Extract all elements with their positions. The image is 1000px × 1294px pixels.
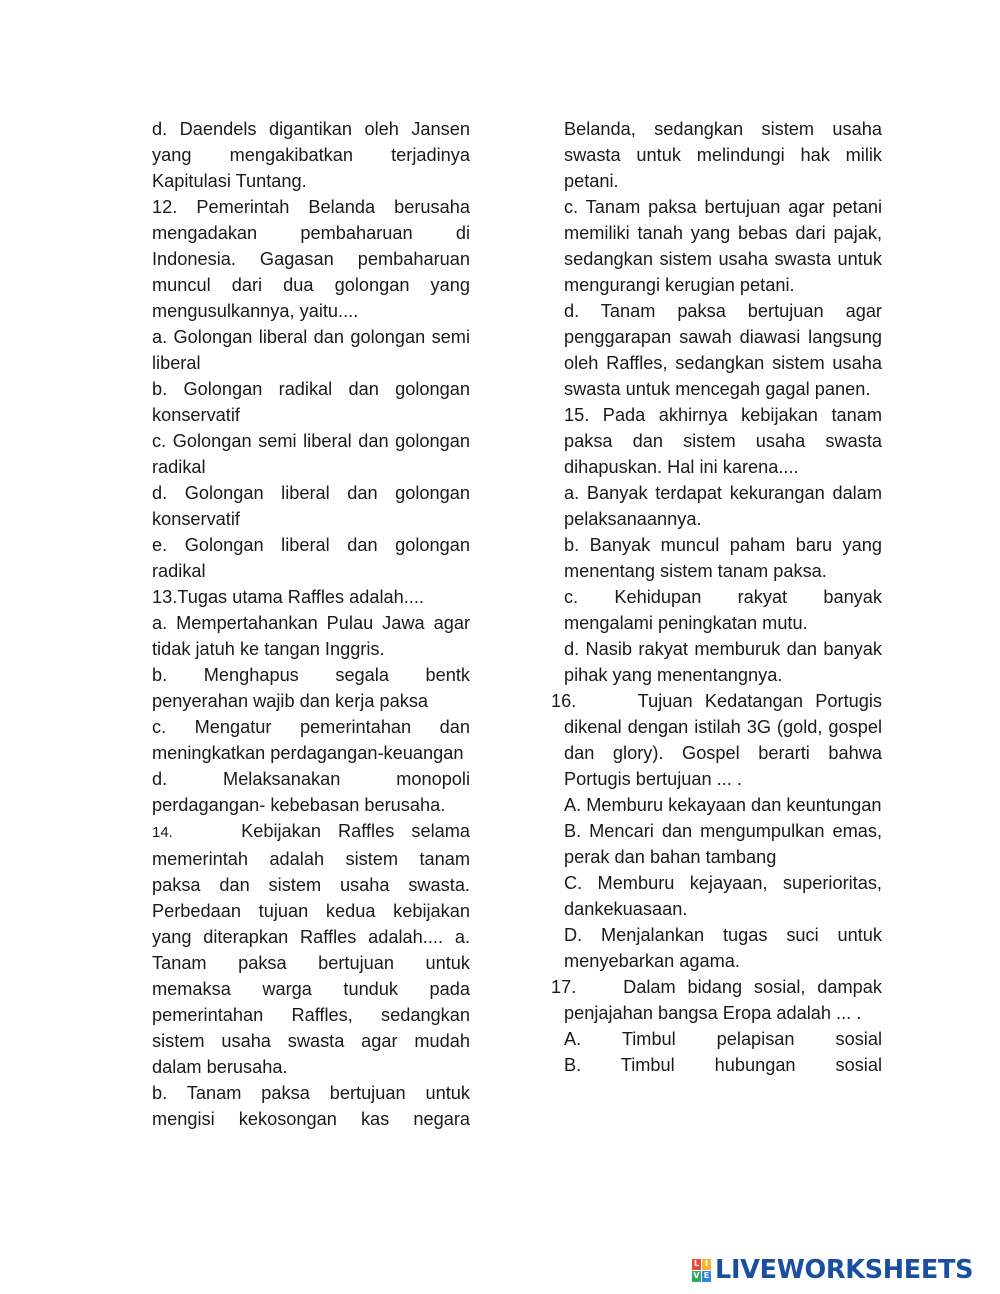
question-13: 13.Tugas utama Raffles adalah.... [152, 587, 424, 607]
option-16b: B. Mencari dan mengumpulkan emas, perak dan bahan tambang [564, 821, 882, 867]
option-15c: c. Kehidupan rakyat banyak mengalami peningkatan mutu. [564, 587, 882, 633]
option-12a: a. Golongan liberal dan golongan semi liberal [152, 327, 470, 373]
question-15: 15. Pada akhirnya kebijakan tanam paksa dan sistem usaha swasta dihapuskan. Hal ini karena.... [564, 405, 882, 477]
option-13a: a. Mempertahankan Pulau Jawa agar tidak jatuh ke tangan Inggris. [152, 613, 470, 659]
option-14b-cont: Belanda, sedangkan sistem usaha swasta untuk melindungi hak milik petani. [564, 119, 882, 191]
option-12d: d. Golongan liberal dan golongan konservatif [152, 483, 470, 529]
liveworksheets-logo [692, 1255, 973, 1285]
option-13d: d. Melaksanakan monopoli perdagangan- kebebasan berusaha. [152, 769, 470, 815]
question-17-text: Dalam bidang sosial, dampak penjajahan bangsa Eropa adalah ... . [564, 977, 882, 1023]
option-12b: b. Golongan radikal dan golongan konservatif [152, 379, 470, 425]
option-13b: b. Menghapus segala bentk penyerahan wajib dan kerja paksa [152, 665, 470, 711]
question-14-text: Kebijakan Raffles selama memerintah adalah sistem tanam paksa dan sistem usaha swasta. Perbedaan tujuan kedua kebijakan yang diterapkan Raffles adalah.... a. Tanam paksa bertujuan untuk memaksa warga tunduk pada pemerintahan Raffles, sedangkan sistem usaha swasta agar mudah dalam berusaha. [152, 821, 470, 1077]
logo-letter-e: E [703, 1271, 710, 1280]
logo-letter-l: L [693, 1259, 700, 1268]
option-14c: c. Tanam paksa bertujuan agar petani memiliki tanah yang bebas dari pajak, sedangkan sistem usaha swasta untuk mengurangi kerugian petani. [564, 197, 882, 295]
logo-letter-i: I [702, 1259, 711, 1270]
option-14d: d. Tanam paksa bertujuan agar penggarapan sawah diawasi langsung oleh Raffles, sedangkan sistem usaha swasta untuk mencegah gagal panen. [564, 301, 882, 399]
option-16c: C. Memburu kejayaan, superioritas, dankekuasaan. [564, 873, 882, 919]
option-16d: D. Menjalankan tugas suci untuk menyebarkan agama. [564, 925, 882, 971]
option-15b: b. Banyak muncul paham baru yang menentang sistem tanam paksa. [564, 535, 882, 581]
logo-icon [692, 1259, 711, 1282]
option-12c: c. Golongan semi liberal dan golongan radikal [152, 431, 470, 477]
option-14b: b. Tanam paksa bertujuan untuk mengisi kekosongan kas negara [152, 1083, 470, 1129]
left-column [152, 116, 470, 1132]
option-17a: A. Timbul pelapisan sosial [564, 1029, 882, 1049]
paragraph: d. Daendels digantikan oleh Jansen yang mengakibatkan terjadinya Kapitulasi Tuntang. [152, 119, 470, 191]
question-16-text: Tujuan Kedatangan Portugis dikenal dengan istilah 3G (gold, gospel dan glory). Gospel berarti bahwa Portugis bertujuan ... . [564, 691, 882, 789]
option-13c: c. Mengatur pemerintahan dan meningkatkan perdagangan-keuangan [152, 717, 470, 763]
option-12e: e. Golongan liberal dan golongan radikal [152, 535, 470, 581]
question-16 [551, 688, 882, 792]
logo-text: LIVEWORKSHEETS [715, 1255, 974, 1285]
right-column [551, 116, 882, 1078]
option-15a: a. Banyak terdapat kekurangan dalam pelaksanaannya. [564, 483, 882, 529]
question-17 [551, 974, 882, 1026]
question-14 [152, 818, 470, 1080]
logo-letter-v: V [693, 1271, 700, 1280]
question-12: 12. Pemerintah Belanda berusaha mengadakan pembaharuan di Indonesia. Gagasan pembaharuan muncul dari dua golongan yang mengusulkannya, yaitu.... [152, 197, 470, 321]
option-17b: B. Timbul hubungan sosial [564, 1055, 882, 1075]
question-16-number: 16. [551, 691, 577, 711]
question-14-number: 14. [152, 824, 173, 841]
question-17-number: 17. [551, 977, 577, 997]
option-16a: A. Memburu kekayaan dan keuntungan [564, 795, 882, 815]
option-15d: d. Nasib rakyat memburuk dan banyak pihak yang menentangnya. [564, 639, 882, 685]
